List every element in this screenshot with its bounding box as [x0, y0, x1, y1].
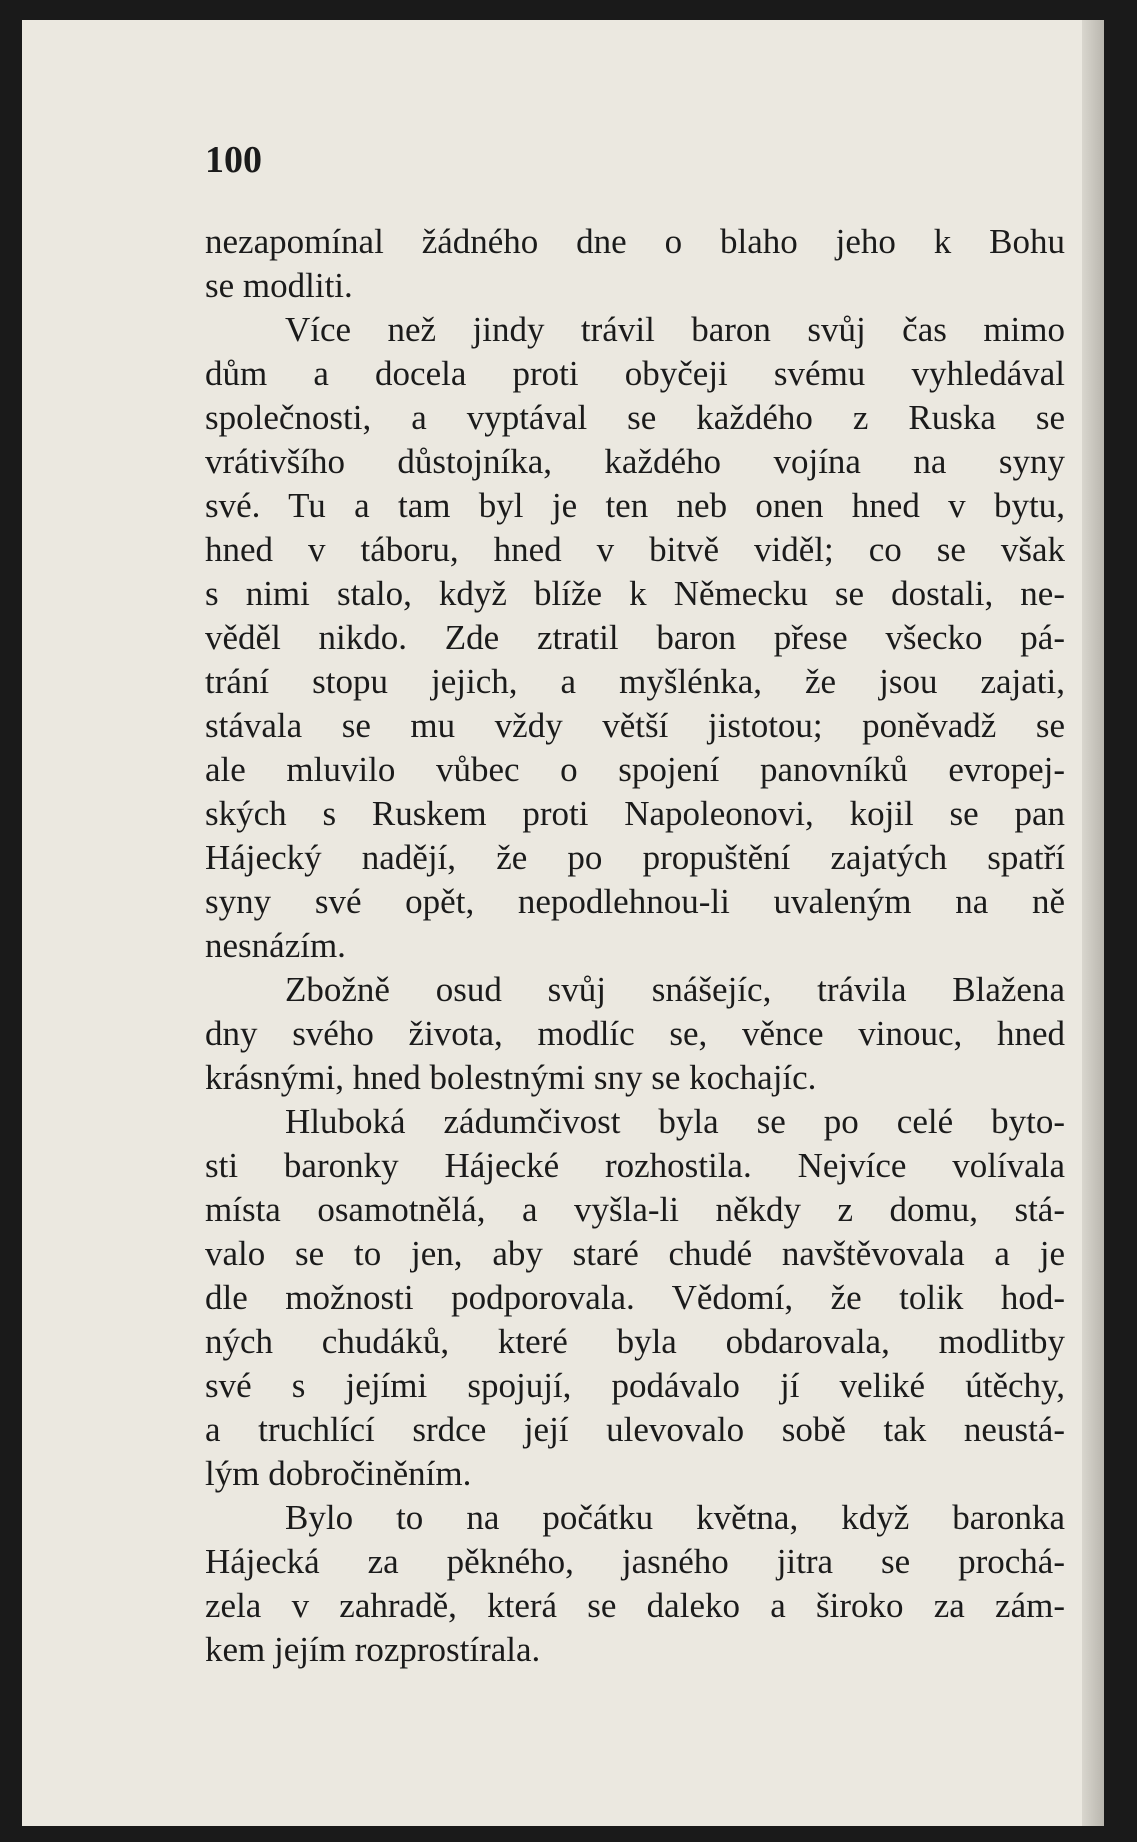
text-line: stávala se mu vždy větší jistotou; poněvadž se [205, 706, 1065, 745]
text-line: Hluboká zádumčivost byla se po celé byto- [285, 1102, 1065, 1141]
text-line: s nimi stalo, když blíže k Německu se dostali, ne- [205, 574, 1065, 613]
text-line: nesnázím. [205, 926, 346, 965]
text-line: své. Tu a tam byl je ten neb onen hned v bytu, [205, 486, 1065, 525]
text-line: Více než jindy trávil baron svůj čas mimo [285, 310, 1065, 349]
text-line: společnosti, a vyptával se každého z Ruska se [205, 398, 1065, 437]
text-line: dům a docela proti obyčeji svému vyhledával [205, 354, 1065, 393]
text-line: sti baronky Hájecké rozhostila. Nejvíce volívala [205, 1146, 1065, 1185]
page-number: 100 [205, 139, 262, 181]
text-line: Bylo to na počátku května, když baronka [285, 1498, 1065, 1537]
text-line: dny svého života, modlíc se, věnce vinouc, hned [205, 1014, 1065, 1053]
text-line: místa osamotnělá, a vyšla-li někdy z domu, stá- [205, 1190, 1065, 1229]
text-line: věděl nikdo. Zde ztratil baron přese všecko pá- [205, 618, 1065, 657]
text-line: trání stopu jejich, a myšlénka, že jsou zajati, [205, 662, 1065, 701]
text-line: zela v zahradě, která se daleko a široko za zám- [205, 1586, 1065, 1625]
text-line: Zbožně osud svůj snášejíc, trávila Blažena [285, 970, 1065, 1009]
text-line: ale mluvilo vůbec o spojení panovníků evropej- [205, 750, 1065, 789]
text-line: nezapomínal žádného dne o blaho jeho k Bohu [205, 222, 1065, 261]
text-line: kem jejím rozprostírala. [205, 1630, 541, 1669]
text-line: syny své opět, nepodlehnou-li uvaleným na ně [205, 882, 1065, 921]
text-line: dle možnosti podporovala. Vědomí, že tolik hod- [205, 1278, 1065, 1317]
text-line: Hájecký nadějí, že po propuštění zajatých spatří [205, 838, 1065, 877]
text-line: ných chudáků, které byla obdarovala, modlitby [205, 1322, 1065, 1361]
text-line: lým dobročiněním. [205, 1454, 472, 1493]
text-line: hned v táboru, hned v bitvě viděl; co se však [205, 530, 1065, 569]
book-page [22, 20, 1104, 1826]
text-line: a truchlící srdce její ulevovalo sobě tak neustá- [205, 1410, 1065, 1449]
text-line: vrátivšího důstojníka, každého vojína na syny [205, 442, 1065, 481]
body-text [205, 220, 1065, 1672]
text-line: krásnými, hned bolestnými sny se kochajíc. [205, 1058, 817, 1097]
text-line: se modliti. [205, 266, 353, 305]
text-line: ských s Ruskem proti Napoleonovi, kojil se pan [205, 794, 1065, 833]
book-spine-edge [1082, 20, 1104, 1826]
text-line: valo se to jen, aby staré chudé navštěvovala a je [205, 1234, 1065, 1273]
text-line: své s jejími spojují, podávalo jí veliké útěchy, [205, 1366, 1065, 1405]
text-line: Hájecká za pěkného, jasného jitra se prochá- [205, 1542, 1065, 1581]
